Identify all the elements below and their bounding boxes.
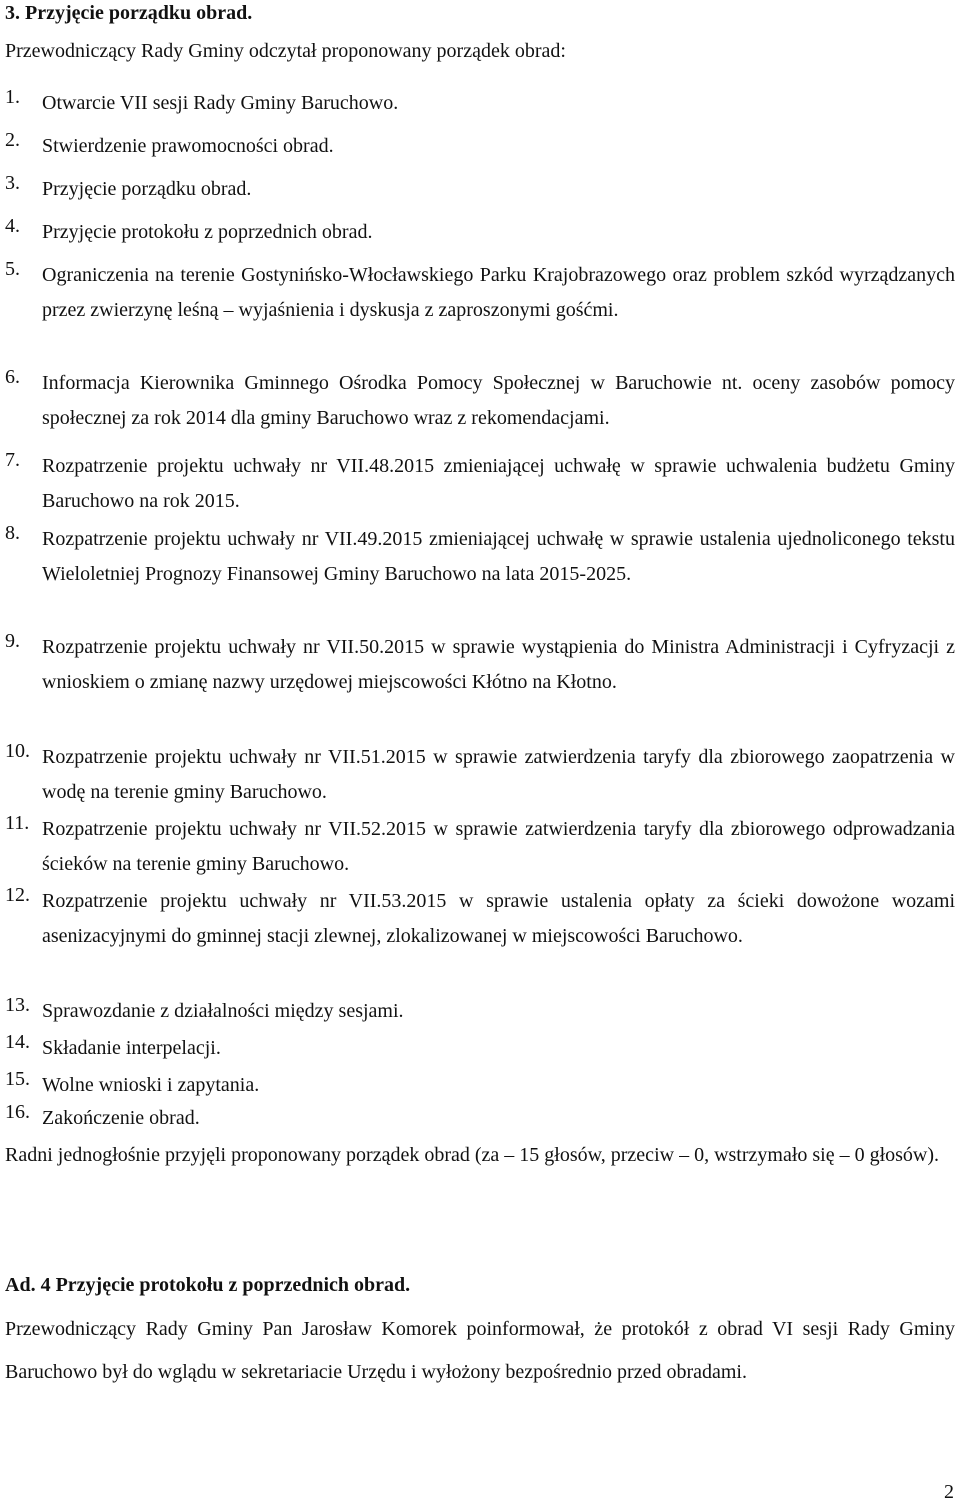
agenda-item-text: Wolne wnioski i zapytania. <box>42 1074 260 1096</box>
agenda-item-text: Zakończenie obrad. <box>42 1107 200 1129</box>
agenda-item-number: 10. <box>5 740 30 762</box>
page-number: 2 <box>944 1481 954 1503</box>
agenda-item-number: 12. <box>5 884 30 906</box>
agenda-item-text: Składanie interpelacji. <box>42 1037 221 1059</box>
agenda-item-text: Rozpatrzenie projektu uchwały nr VII.48.2015 zmieniającej uchwałę w sprawie uchwalenia budżetu Gminy Baruchowo na rok 2015. <box>42 455 955 512</box>
agenda-item-number: 11. <box>5 812 30 834</box>
agenda-item-text: Przyjęcie porządku obrad. <box>42 178 252 200</box>
agenda-item-text: Przyjęcie protokołu z poprzednich obrad. <box>42 221 373 243</box>
agenda-item-number: 9. <box>5 630 20 652</box>
agenda-item-number: 16. <box>5 1101 30 1123</box>
section-4-paragraph: Przewodniczący Rady Gminy Pan Jarosław Komorek poinformował, że protokół z obrad VI sesji Rady Gminy Baruchowo był do wglądu w sekretariacie Urzędu i wyłożony bezpośrednio przed obradami. <box>5 1318 955 1383</box>
agenda-item-number: 6. <box>5 366 20 388</box>
agenda-item-text: Informacja Kierownika Gminnego Ośrodka Pomocy Społecznej w Baruchowie nt. oceny zasobów pomocy społecznej za rok 2014 dla gminy Baruchowo wraz z rekomendacjami. <box>42 372 955 429</box>
agenda-item-number: 13. <box>5 994 30 1016</box>
vote-result-paragraph: Radni jednogłośnie przyjęli proponowany porządek obrad (za – 15 głosów, przeciw – 0, wstrzymało się – 0 głosów). <box>5 1144 940 1166</box>
agenda-item-number: 8. <box>5 522 20 544</box>
agenda-item-text: Rozpatrzenie projektu uchwały nr VII.52.2015 w sprawie zatwierdzenia taryfy dla zbiorowego odprowadzania ścieków na terenie gminy Baruchowo. <box>42 818 955 875</box>
agenda-item-number: 14. <box>5 1031 30 1053</box>
agenda-item-text: Rozpatrzenie projektu uchwały nr VII.49.2015 zmieniającej uchwałę w sprawie ustalenia ujednoliconego tekstu Wieloletniej Prognozy Finansowej Gminy Baruchowo na lata 2015-2025. <box>42 528 955 585</box>
agenda-item-number: 1. <box>5 86 20 108</box>
agenda-item-number: 2. <box>5 129 20 151</box>
agenda-item-number: 5. <box>5 258 20 280</box>
agenda-item-number: 7. <box>5 449 20 471</box>
section-heading-3: 3. Przyjęcie porządku obrad. <box>5 2 253 24</box>
agenda-item-text: Otwarcie VII sesji Rady Gminy Baruchowo. <box>42 92 399 114</box>
agenda-item-text: Rozpatrzenie projektu uchwały nr VII.53.2015 w sprawie ustalenia opłaty za ścieki dowożone wozami asenizacyjnymi do gminnej stacji zlewnej, zlokalizowanej w miejscowości Baruchowo. <box>42 890 955 947</box>
intro-text: Przewodniczący Rady Gminy odczytał proponowany porządek obrad: <box>5 40 566 62</box>
agenda-item-text: Rozpatrzenie projektu uchwały nr VII.50.2015 w sprawie wystąpienia do Ministra Administracji i Cyfryzacji z wnioskiem o zmianę nazwy urzędowej miejscowości Kłótno na Kłotno. <box>42 636 955 693</box>
agenda-item-text: Sprawozdanie z działalności między sesjami. <box>42 1000 404 1022</box>
agenda-item-text: Stwierdzenie prawomocności obrad. <box>42 135 334 157</box>
agenda-item-number: 4. <box>5 215 20 237</box>
agenda-item-text: Ograniczenia na terenie Gostynińsko-Włocławskiego Parku Krajobrazowego oraz problem szkód wyrządzanych przez zwierzynę leśną – wyjaśnienia i dyskusja z zaproszonymi gośćmi. <box>42 264 955 321</box>
section-heading-4: Ad. 4 Przyjęcie protokołu z poprzednich obrad. <box>5 1274 411 1296</box>
agenda-item-text: Rozpatrzenie projektu uchwały nr VII.51.2015 w sprawie zatwierdzenia taryfy dla zbiorowego zaopatrzenia w wodę na terenie gminy Baruchowo. <box>42 746 955 803</box>
agenda-item-number: 3. <box>5 172 20 194</box>
agenda-item-number: 15. <box>5 1068 30 1090</box>
